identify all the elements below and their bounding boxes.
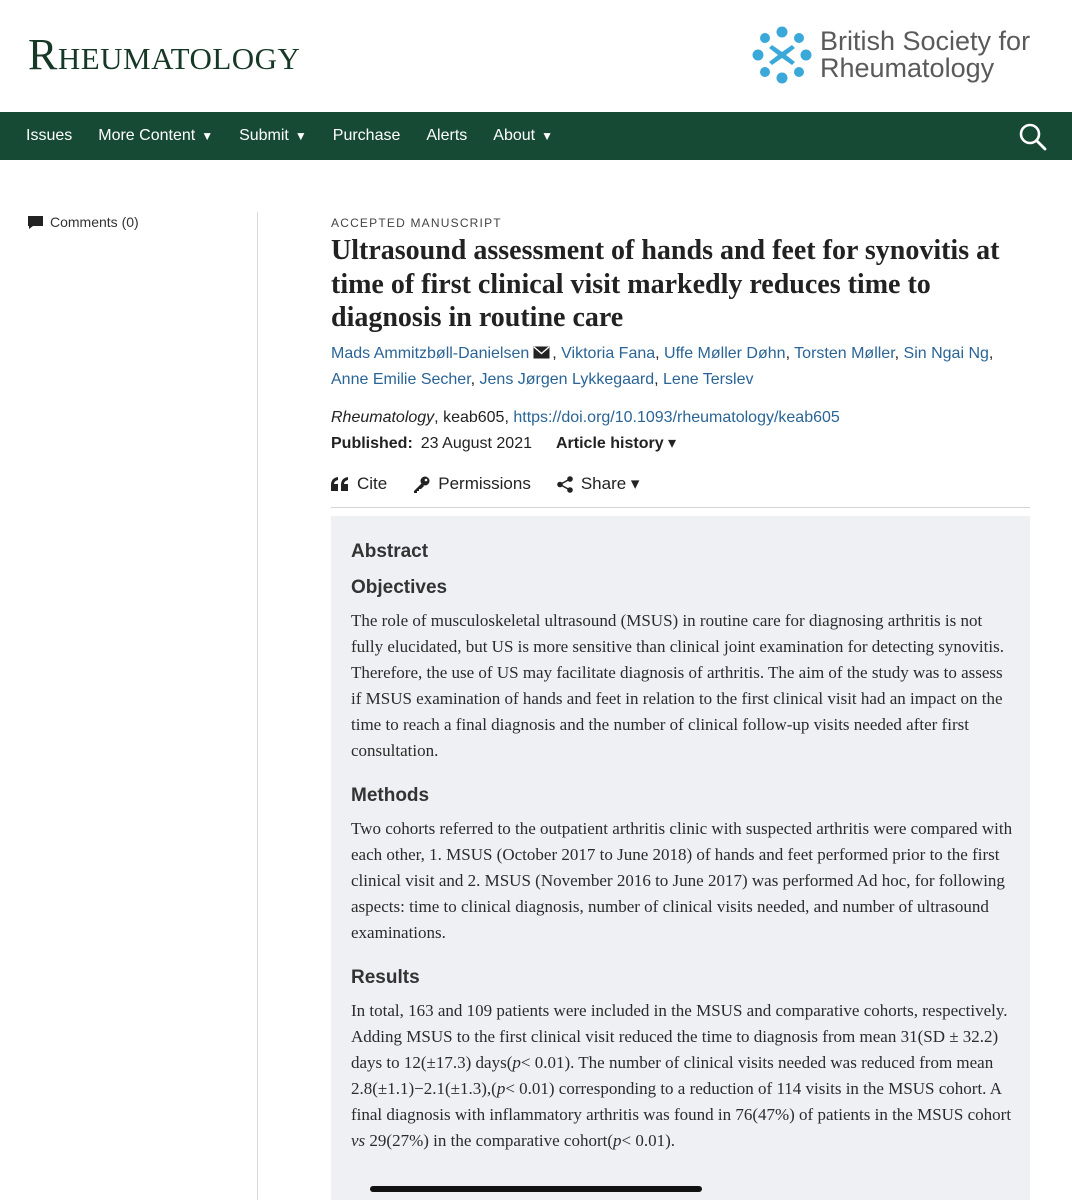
nav-item-label: More Content bbox=[98, 127, 196, 144]
author-link[interactable]: Viktoria Fana bbox=[561, 344, 656, 362]
author-link[interactable]: Sin Ngai Ng bbox=[903, 344, 989, 362]
publication-line bbox=[331, 431, 1031, 457]
nav-item-label: About bbox=[493, 127, 536, 144]
society-name-line2: Rheumatology bbox=[820, 53, 995, 83]
cite-button[interactable] bbox=[331, 474, 387, 494]
comments-link[interactable] bbox=[27, 214, 139, 230]
nav-item-label: Issues bbox=[26, 127, 73, 144]
methods-text: Two cohorts referred to the outpatient arthritis clinic with suspected arthritis were compared with each other, 1. MSUS (October 2017 to June 2018) of hands and feet performed prior to the first clinical visit and 2. MSUS (November 2016 to June 2017) was performed Ad hoc, for following aspects: time to clinical diagnosis, number of clinical visits needed, and number of ultrasound examinations. bbox=[351, 819, 1013, 942]
author-link[interactable]: Jens Jørgen Lykkegaard bbox=[479, 370, 655, 388]
quote-icon bbox=[331, 477, 349, 491]
results-text-part: < 0.01) corresponding to a reduction of 114 visits in the MSUS cohort. A final diagnosis with inflammatory arthritis was found in 76(47%) of patients in the MSUS cohort bbox=[351, 1079, 1012, 1124]
sidebar-divider bbox=[257, 212, 258, 1200]
article-title: Ultrasound assessment of hands and feet for synovitis at time of first clinical visit markedly reduces time to diagnosis in routine care bbox=[331, 235, 1000, 333]
author-link[interactable]: Anne Emilie Secher bbox=[331, 370, 471, 388]
p-value-symbol: p bbox=[512, 1053, 521, 1072]
results-text-part: < 0.01). The number of clinical visits needed was reduced from mean 2.8(±1.1)−2.1(±1.3),( bbox=[351, 1053, 994, 1098]
journal-name: Rheumatology bbox=[331, 408, 435, 426]
article-tools bbox=[331, 474, 665, 494]
society-emblem-icon bbox=[752, 26, 812, 84]
permissions-button[interactable] bbox=[413, 474, 531, 494]
permissions-label: Permissions bbox=[438, 474, 531, 493]
results-text bbox=[351, 998, 1013, 1154]
nav-item-label: Submit bbox=[239, 127, 289, 144]
results-text-part: < 0.01). bbox=[621, 1131, 675, 1150]
methods-heading: Methods bbox=[351, 785, 430, 806]
published-label: Published: bbox=[331, 434, 413, 452]
author-link[interactable]: Torsten Møller bbox=[794, 344, 895, 362]
results-text-part: In total, 163 and 109 patients were included in the MSUS and comparative cohorts, respectively. Adding MSUS to the first clinical visit reduced the time to diagnosis from mean 31(SD ± 32.2) days to 12(±17.3) days( bbox=[351, 1001, 1008, 1072]
society-name-line1: British Society for bbox=[820, 26, 1031, 56]
nav-item-about[interactable] bbox=[493, 127, 553, 145]
share-button[interactable] bbox=[557, 474, 640, 494]
author-link[interactable]: Mads Ammitzbøll-Danielsen bbox=[331, 344, 530, 362]
published-date: 23 August 2021 bbox=[420, 434, 532, 452]
key-icon bbox=[413, 476, 430, 493]
article-header bbox=[331, 214, 1031, 457]
home-indicator[interactable] bbox=[370, 1186, 702, 1192]
cite-label: Cite bbox=[357, 474, 388, 493]
article-id: , keab605, bbox=[434, 408, 514, 426]
nav-item-alerts[interactable] bbox=[426, 127, 467, 145]
results-heading: Results bbox=[351, 967, 420, 988]
author-link[interactable]: Lene Terslev bbox=[663, 370, 754, 388]
author-link[interactable]: Uffe Møller Døhn bbox=[664, 344, 786, 362]
results-text-part: 29(27%) in the comparative cohort( bbox=[365, 1131, 613, 1150]
objectives-heading: Objectives bbox=[351, 577, 448, 598]
journal-logo[interactable]: Rheumatology bbox=[28, 30, 301, 79]
abstract-heading: Abstract bbox=[351, 541, 429, 562]
society-logo[interactable] bbox=[752, 26, 1052, 86]
email-icon[interactable] bbox=[533, 346, 550, 359]
author-list: Mads Ammitzbøll-Danielsen , Viktoria Fana, Uffe Møller Døhn, Torsten Møller, Sin Ngai Ng, Anne Emilie Secher, Jens Jørgen Lykkegaard, Lene Terslev bbox=[331, 344, 994, 388]
comments-label: Comments (0) bbox=[50, 214, 139, 230]
manuscript-tag: ACCEPTED MANUSCRIPT bbox=[331, 216, 502, 230]
citation-line bbox=[331, 405, 1031, 431]
main-nav bbox=[0, 112, 1072, 160]
nav-item-more-content[interactable] bbox=[98, 127, 213, 145]
p-value-symbol: p bbox=[496, 1079, 506, 1098]
site-header bbox=[0, 0, 1072, 112]
nav-item-label: Alerts bbox=[426, 127, 468, 144]
nav-item-label: Purchase bbox=[332, 127, 401, 144]
tools-divider bbox=[331, 507, 1030, 508]
search-icon[interactable] bbox=[1018, 122, 1048, 152]
nav-item-issues[interactable] bbox=[26, 127, 72, 145]
p-value-symbol: p bbox=[613, 1131, 622, 1150]
share-label: Share ▾ bbox=[580, 474, 640, 493]
comment-icon bbox=[27, 215, 44, 230]
nav-item-submit[interactable] bbox=[239, 127, 307, 145]
caret-down-icon: ▼ bbox=[294, 129, 307, 143]
article-history-toggle[interactable]: Article history ▾ bbox=[556, 434, 677, 452]
objectives-text: The role of musculoskeletal ultrasound (MSUS) in routine care for diagnosing arthritis is not fully elucidated, but US is more sensitive than clinical joint examination for detecting synovitis. Therefore, the use of US may facilitate diagnosis of arthritis. The aim of the study was to assess if MSUS examination of hands and feet in relation to the first clinical visit had an impact on the time to reach a final diagnosis and the number of clinical follow-up visits needed after first consultation. bbox=[351, 611, 1004, 760]
doi-link[interactable]: https://doi.org/10.1093/rheumatology/keab605 bbox=[513, 408, 840, 426]
share-icon bbox=[557, 476, 573, 493]
caret-down-icon: ▼ bbox=[541, 129, 553, 143]
caret-down-icon: ▼ bbox=[201, 129, 214, 143]
abstract-panel bbox=[331, 516, 1030, 1200]
vs-text: vs bbox=[351, 1131, 366, 1150]
nav-item-purchase[interactable] bbox=[333, 127, 401, 145]
